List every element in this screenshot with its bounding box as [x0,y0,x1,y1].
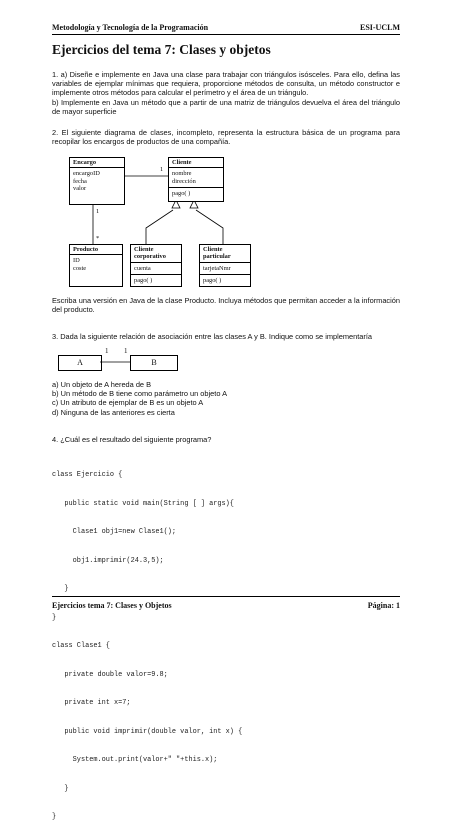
page-number: Página: 1 [367,601,400,610]
code-line: } [52,784,69,793]
code-line: public static void main(String [ ] args){ [52,499,234,508]
code-line: private int x=7; [52,699,131,707]
q3-option-b: b) Un método de B tiene como parámetro un objeto A [52,389,228,399]
particular-name: Cliente particular [200,245,250,263]
cliente-method: pago( ) [172,190,191,198]
mult-b: 1 [124,347,128,355]
code-line: } [52,813,57,821]
q3-options [52,380,400,417]
page-footer [52,596,400,610]
q1-part-b: b) Implemente en Java un método que a partir de una matriz de triángulos devuelva el área del triángulo de mayor superficie [52,97,400,116]
q3-option-a: a) Un objeto de A hereda de B [52,380,152,389]
footer-left: Ejercicios tema 7: Clases y Objetos [52,601,172,610]
attr-encargoid: encargoID [73,170,100,178]
mult-producto-many: * [96,235,100,242]
class-b-box: B [130,355,178,371]
q2-intro: 2. El siguiente diagrama de clases, incompleto, representa la estructura básica de un programa para recopilar los encargos de productos de una compañía. [52,128,400,147]
mult-encargo-one: 1 [96,208,100,215]
corporativo-name: Cliente corporativo [131,245,181,263]
attr-fecha: fecha [73,177,87,185]
mult-cliente-one: 1 [160,166,164,173]
code-line: System.out.print(valor+" "+this.x); [52,756,218,764]
attr-nombre: nombre [172,170,192,178]
header-right: ESI-UCLM [359,23,400,32]
producto-name: Producto [70,245,122,255]
code-line: Clase1 obj1=new Clase1(); [52,528,177,536]
corporativo-attr: cuenta [131,263,181,275]
q3-option-d: d) Ninguna de las anteriores es cierta [52,407,175,417]
code-block [52,452,242,832]
mult-a: 1 [105,347,109,355]
code-line: } [52,613,57,622]
particular-method: pago( ) [203,277,222,285]
particular-attr: tarjetaNmr [200,263,250,275]
corporativo-method: pago( ) [134,277,153,285]
q2-outro: Escriba una versión en Java de la clase Producto. Incluya métodos que permitan acceder a la información del producto. [52,296,400,315]
q3-option-c: c) Un atributo de ejemplar de B es un objeto A [52,398,204,408]
code-line: private double valor=9.8; [52,670,168,679]
attr-id: ID [73,257,80,265]
class-a-box: A [58,355,102,371]
code-line: class Ejercicio { [52,471,123,479]
q1-part-a: 1. a) Diseñe e implemente en Java una clase para trabajar con triángulos isósceles. Para ello, defina las variables de ejemplar mínimas que requiera, proporcione métodos de consulta, un método constructor e implemente otros métodos para calcular el perímetro y el área de un triángulo. [52,70,400,98]
q3-intro: 3. Dada la siguiente relación de asociación entre las clases A y B. Indique como se implementaría [52,332,373,341]
attr-valor: valor [73,185,87,193]
code-line: class Clase1 { [52,642,110,650]
attr-direccion: dirección [172,177,196,185]
code-line: obj1.imprimir(24.3,5); [52,556,164,565]
encargo-name: Encargo [70,158,124,168]
code-line: } [52,585,69,593]
q4-intro: 4. ¿Cuál es el resultado del siguiente programa? [52,435,212,444]
header-left: Metodología y Tecnología de la Programación [52,23,209,32]
page-title: Ejercicios del tema 7: Clases y objetos [52,42,271,57]
attr-coste: coste [73,264,87,272]
cliente-name: Cliente [169,158,223,168]
code-line: public void imprimir(double valor, int x) { [52,727,243,736]
